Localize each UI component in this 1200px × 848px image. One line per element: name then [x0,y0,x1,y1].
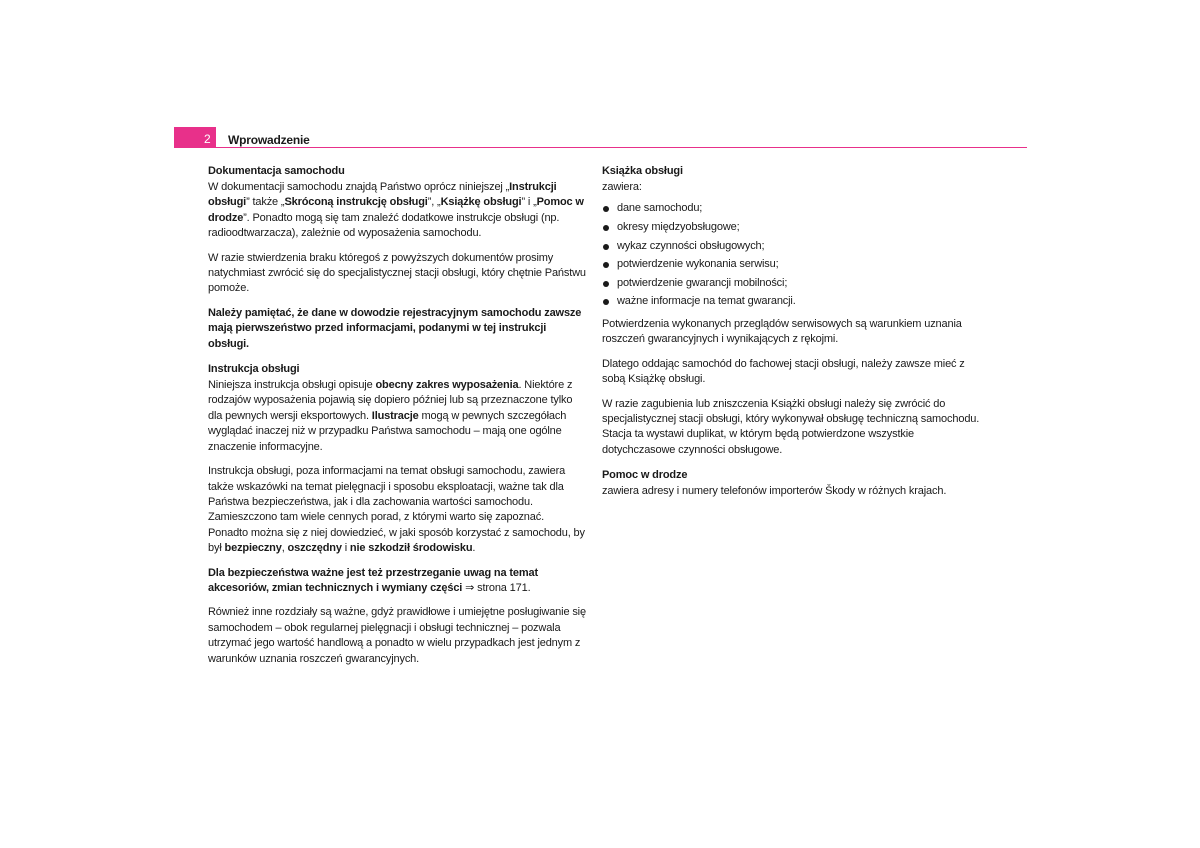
list-item: wykaz czynności obsługowych; [602,237,980,256]
service-book-paragraph-1: Potwierdzenia wykonanych przeglądów serwisowych są warunkiem uznania roszczeń gwarancyjnych i wynikających z rękojmi. [602,317,962,346]
manual-paragraph-2: Instrukcja obsługi, poza informacjami na temat obsługi samochodu, zawiera także wskazówki na temat pielęgnacji i sposobu eksploatacji, ważne tak dla Państwa bezpieczeństwa, jak i dla zachowania wartości samochodu. Zamieszczono tam wiele cennych porad, z którymi warto się zapoznać. Ponadto można się z niej dowiedzieć, w jaki sposób korzystać z samochodu, by był bezpieczny, oszczędny i nie szkodził środowisku. [208,465,585,555]
section-heading-manual: Instrukcja obsługi [208,363,300,376]
header-rule [174,147,1027,148]
section-heading-documentation: Dokumentacja samochodu [208,165,345,177]
chapter-title: Wprowadzenie [228,133,310,147]
list-item: potwierdzenie wykonania serwisu; [602,255,980,274]
left-column [208,163,586,676]
list-item: dane samochodu; [602,199,980,218]
bullet-icon [603,299,609,305]
roadside-help-paragraph: zawiera adresy i numery telefonów importerów Škody w różnych krajach. [602,485,947,498]
bullet-icon [603,244,609,250]
right-column [602,163,980,509]
page-number: 2 [174,127,216,148]
manual-paragraph-4: Również inne rozdziały są ważne, gdyż prawidłowe i umiejętne posługiwanie się samochodem – obok regularnej pielęgnacji i obsługi technicznej – pozwala utrzymać jego wartość handlową a ponadto w wielu przypadkach jest jednym z warunków uznania roszczeń gwarancyjnych. [208,606,586,665]
bullet-icon [603,225,609,231]
manual-paragraph-1: Niniejsza instrukcja obsługi opisuje obecny zakres wyposażenia. Niektóre z rodzajów wyposażenia pojawią się dopiero później lub są przeznaczone tylko dla pewnych wersji eksportowych. Ilustracje mogą w pewnych szczegółach wyglądać inaczej niż w przypadku Państwa samochodu – mają one ogólne znaczenie informacyjne. [208,379,573,453]
documentation-paragraph-2: W razie stwierdzenia braku któregoś z powyższych dokumentów prosimy natychmiast zwrócić się do specjalistycznej stacji obsługi, który chętnie Państwu pomoże. [208,251,586,295]
documentation-paragraph-1: W dokumentacji samochodu znajdą Państwo oprócz niniejszej „Instrukcji obsługi” także „Skróconą instrukcję obsługi”, „Książkę obsługi” i „Pomoc w drodze”. Ponadto mogą się tam znaleźć dodatkowe instrukcje obsługi (np. radioodtwarzacza), zależnie od wyposażenia samochodu. [208,181,584,240]
manual-safety-note: Dla bezpieczeństwa ważne jest też przestrzeganie uwag na temat akcesoriów, zmian technicznych i wymiany części ⇒ strona 171. [208,566,538,594]
page-header [174,127,1027,149]
service-book-list [602,199,980,311]
service-book-paragraph-3: W razie zagubienia lub zniszczenia Książki obsługi należy się zwrócić do specjalistycznej stacji obsługi, który wykonywał obsługę techniczną samochodu. Stacja ta wystawi duplikat, w którym będą potwierdzone wszystkie dotychczasowe czynności obsługowe. [602,397,980,456]
list-item: ważne informacje na temat gwarancji. [602,292,980,311]
service-book-intro: zawiera: [602,181,642,193]
list-item: potwierdzenie gwarancji mobilności; [602,274,980,293]
section-heading-service-book: Książka obsługi [602,165,683,177]
bullet-icon [603,262,609,268]
service-book-paragraph-2: Dlatego oddając samochód do fachowej stacji obsługi, należy zawsze mieć z sobą Książkę obsługi. [602,357,965,386]
section-heading-roadside-help: Pomoc w drodze [602,469,688,482]
documentation-notice: Należy pamiętać, że dane w dowodzie rejestracyjnym samochodu zawsze mają pierwszeństwo przed informacjami, podanymi w tej instrukcji obsługi. [208,306,582,350]
bullet-icon [603,281,609,287]
list-item: okresy międzyobsługowe; [602,218,980,237]
bullet-icon [603,206,609,212]
